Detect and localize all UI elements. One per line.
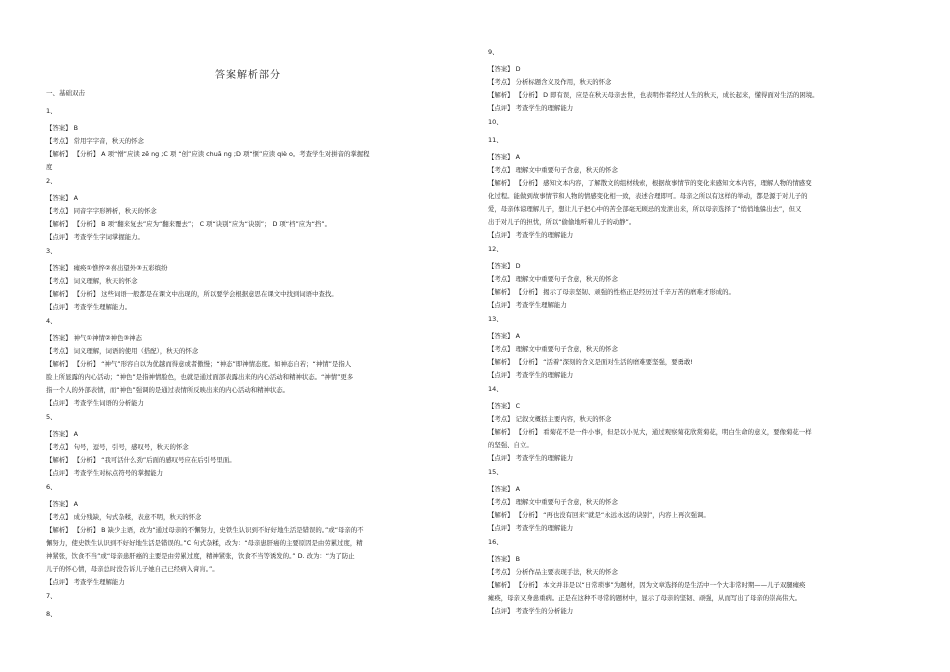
answer-line: 【解析】 【分析】 “我可活什么劲”后面的感叹号应在后引号里面。 — [46, 456, 236, 464]
answer-line: 【考点】 理解文中重要句子含意，秋天的怀念 — [488, 345, 618, 353]
answer-line: 【解析】 【分析】 B 项“翻来复去”应为“翻来覆去”； C 项“诀别”应为“诀别”； D 项“档”应为“挡”。 — [46, 220, 331, 228]
answer-line: 【点评】 考查学生对标点符号的掌握能力 — [46, 469, 164, 477]
answer-line: 【点评】 考查学生理解能力 — [488, 301, 567, 309]
question-number: 14、 — [488, 385, 503, 393]
answer-line: 的坚强、自立。 — [488, 441, 533, 449]
page-title: 答案解析部分 — [215, 70, 281, 81]
section-heading: 一、基础双击 — [46, 89, 85, 97]
answer-line: 【解析】 【分析】 “再也没有回来”就是“永远永远的诀别”，内容上再次强调。 — [488, 511, 710, 519]
answer-line: 【答案】 A — [46, 500, 78, 508]
answer-line: 【考点】 分析作品主要表现手法，秋天的怀念 — [488, 568, 618, 576]
answer-line: 【考点】 句号，逗号，引号，感叹号，秋天的怀念 — [46, 443, 189, 451]
answer-line: 【点评】 考查学生理解能力。 — [46, 303, 132, 311]
answer-line: 度 — [46, 163, 53, 171]
answer-line: 【考点】 分析标题含义及作用，秋天的怀念 — [488, 78, 612, 86]
answer-line: 儿子的怀心情，母亲总时没告诉儿子她自己已经病入膏肓。”。 — [46, 565, 219, 573]
question-number: 5、 — [46, 413, 57, 421]
question-number: 6、 — [46, 483, 57, 491]
answer-line: 【点评】 考查学生理解能力 — [46, 578, 125, 586]
question-number: 9、 — [488, 48, 499, 56]
answer-line: 【答案】 神气①神情②神色③神态 — [46, 334, 142, 342]
answer-line: 【解析】 【分析】 B 缺少主语，改为“通过母亲的不懈努力，史铁生认识到不好好地生活是错误的。”或“母亲的不 — [46, 526, 364, 534]
answer-line: 瘫痪，母亲又身患重病。正是在这种不寻常的题材中，显示了母亲的坚韧、顽强，从而写出了母亲的崇高伟大。 — [488, 594, 802, 602]
answer-line: 【答案】 D — [488, 262, 521, 270]
answer-line: 【考点】 常用字字音，秋天的怀念 — [46, 137, 144, 145]
answer-line: 【答案】 A — [488, 153, 520, 161]
answer-line: 【点评】 考查学生的理解能力 — [488, 104, 574, 112]
answer-line: 【答案】 D — [488, 65, 521, 73]
answer-line: 【解析】 【分析】 A 项“憎”应读 zē ng ;C 项 “创”应读 chuā ng ;D 项“惬”应读 qiè o。考查学生对拼音的掌握程 — [46, 150, 370, 158]
answer-line: 神紧张，饮食不当”或“母亲患肝癌的主要是由劳累过度，精神紧张，饮食不当等诱发的。” D. 改为：“为了防止 — [46, 552, 355, 560]
answer-line: 【解析】 【分析】 感知文本内容，了解散文的组材线索，根据故事情节的变化来感知文本内容，理解人物的情感变 — [488, 179, 812, 187]
answer-line: 【考点】 词义理解，秋天的怀念 — [46, 277, 138, 285]
question-number: 1、 — [46, 107, 57, 115]
answer-line: 【考点】 成分残缺，句式杂糅，表意不明，秋天的怀念 — [46, 513, 202, 521]
answer-line: 【点评】 考查学生的理解能力 — [488, 231, 574, 239]
answer-line: 出于对儿子的担忧，所以“偷偷地听着儿子的动静”。 — [488, 218, 636, 226]
answer-line: 指一个人的外部表情，而“神色”强调的是通过表情所反映出来的内心活动和精神状态。 — [46, 386, 290, 394]
answer-line: 【考点】 理解文中重要句子含意，秋天的怀念 — [488, 498, 618, 506]
answer-line: 【考点】 记叙文概括主要内容，秋天的怀念 — [488, 415, 612, 423]
answer-line: 化过程。能做到故事情节和人物的情感变化相一致，表述合理即可。母亲之所以有这样的举动，都是源于对儿子的 — [488, 192, 808, 200]
question-number: 12、 — [488, 245, 503, 253]
answer-line: 【答案】 A — [46, 430, 78, 438]
answer-line: 懈努力，使史铁生认识到不好好地生活是错误的。”C 句式杂糅，改为：“母亲患肝癌的主要原因是由劳累过度，精 — [46, 539, 363, 547]
answer-line: 脸上所显露的内心活动；“神色”是指神情脸色，也就是通过面部表露出来的内心活动和精神状态。“神情”更多 — [46, 373, 354, 381]
answer-line: 爱，母亲体谅理解儿子，想让儿子把心中的苦全部毫无顾忌的发泄出来，所以母亲选择了“悄悄地躲出去”，但又 — [488, 205, 802, 213]
answer-line: 【考点】 同音字字形辨析，秋天的怀念 — [46, 207, 157, 215]
answer-line: 【点评】 考查学生字词掌握能力。 — [46, 233, 144, 241]
answer-line: 【点评】 考查学生的理解能力 — [488, 524, 574, 532]
answer-line: 【解析】 【分析】 本文并非是以“日常琐事”为题材，因为文章选择的是生活中一个大非常时期——儿子双腿瘫痪 — [488, 581, 806, 589]
question-number: 15、 — [488, 468, 503, 476]
answer-line: 【答案】 B — [46, 124, 78, 132]
question-number: 4、 — [46, 317, 57, 325]
answer-line: 【点评】 考查学生的理解能力 — [488, 371, 574, 379]
answer-line: 【点评】 考查学生的分析能力 — [488, 607, 574, 615]
question-number: 2、 — [46, 177, 57, 185]
answer-line: 【答案】 B — [488, 555, 520, 563]
question-number: 3、 — [46, 247, 57, 255]
answer-line: 【点评】 考查学生的理解能力 — [488, 454, 574, 462]
answer-line: 【答案】 C — [488, 402, 521, 410]
answer-line: 【考点】 理解文中重要句子含意，秋天的怀念 — [488, 166, 618, 174]
answer-line: 【解析】 【分析】 “活着”深刻的含义是面对生活的磨难要坚强，要勇敢! — [488, 358, 693, 366]
question-number: 16、 — [488, 538, 503, 546]
answer-line: 【解析】 【分析】 看菊花不是一件小事，但是以小见大，通过观察菊花欣赏菊花，明白生命的意义，要像菊花一样 — [488, 428, 812, 436]
question-number: 13、 — [488, 315, 503, 323]
answer-line: 【答案】 A — [488, 485, 520, 493]
answer-line: 【解析】 【分析】 D 即有误，应是在秋天母亲去世，也表明作者经过人生的秋天，成长起来，懂得面对生活的困境。 — [488, 91, 819, 99]
answer-line: 【考点】 词义理解，词语的使用（搭配），秋天的怀念 — [46, 347, 199, 355]
answer-line: 【点评】 考查学生词语的分析能力 — [46, 399, 144, 407]
answer-line: 【解析】 【分析】 揭示了母亲坚韧、顽强的性格正是经历过千辛万苦的磨难才形成的。 — [488, 288, 735, 296]
answer-line: 【考点】 理解文中重要句子含意，秋天的怀念 — [488, 275, 618, 283]
answer-line: 【答案】 瘫痪①憔悴②喜出望外③五彩缤纷 — [46, 264, 168, 272]
question-number: 10、 — [488, 118, 503, 126]
question-number: 7、 — [46, 592, 57, 600]
answer-line: 【解析】 【分析】 “神气”形容自以为优越而得意或者傲慢；“神态”即神情态度。如神态自若；“神情”是指人 — [46, 360, 352, 368]
answer-line: 【解析】 【分析】 这些词语一般都是在课文中出现的，所以要学会根据意思在课文中找到词语中查找。 — [46, 290, 338, 298]
answer-line: 【答案】 A — [46, 194, 78, 202]
question-number: 11、 — [488, 136, 503, 144]
question-number: 8、 — [46, 610, 57, 618]
answer-line: 【答案】 A — [488, 332, 520, 340]
